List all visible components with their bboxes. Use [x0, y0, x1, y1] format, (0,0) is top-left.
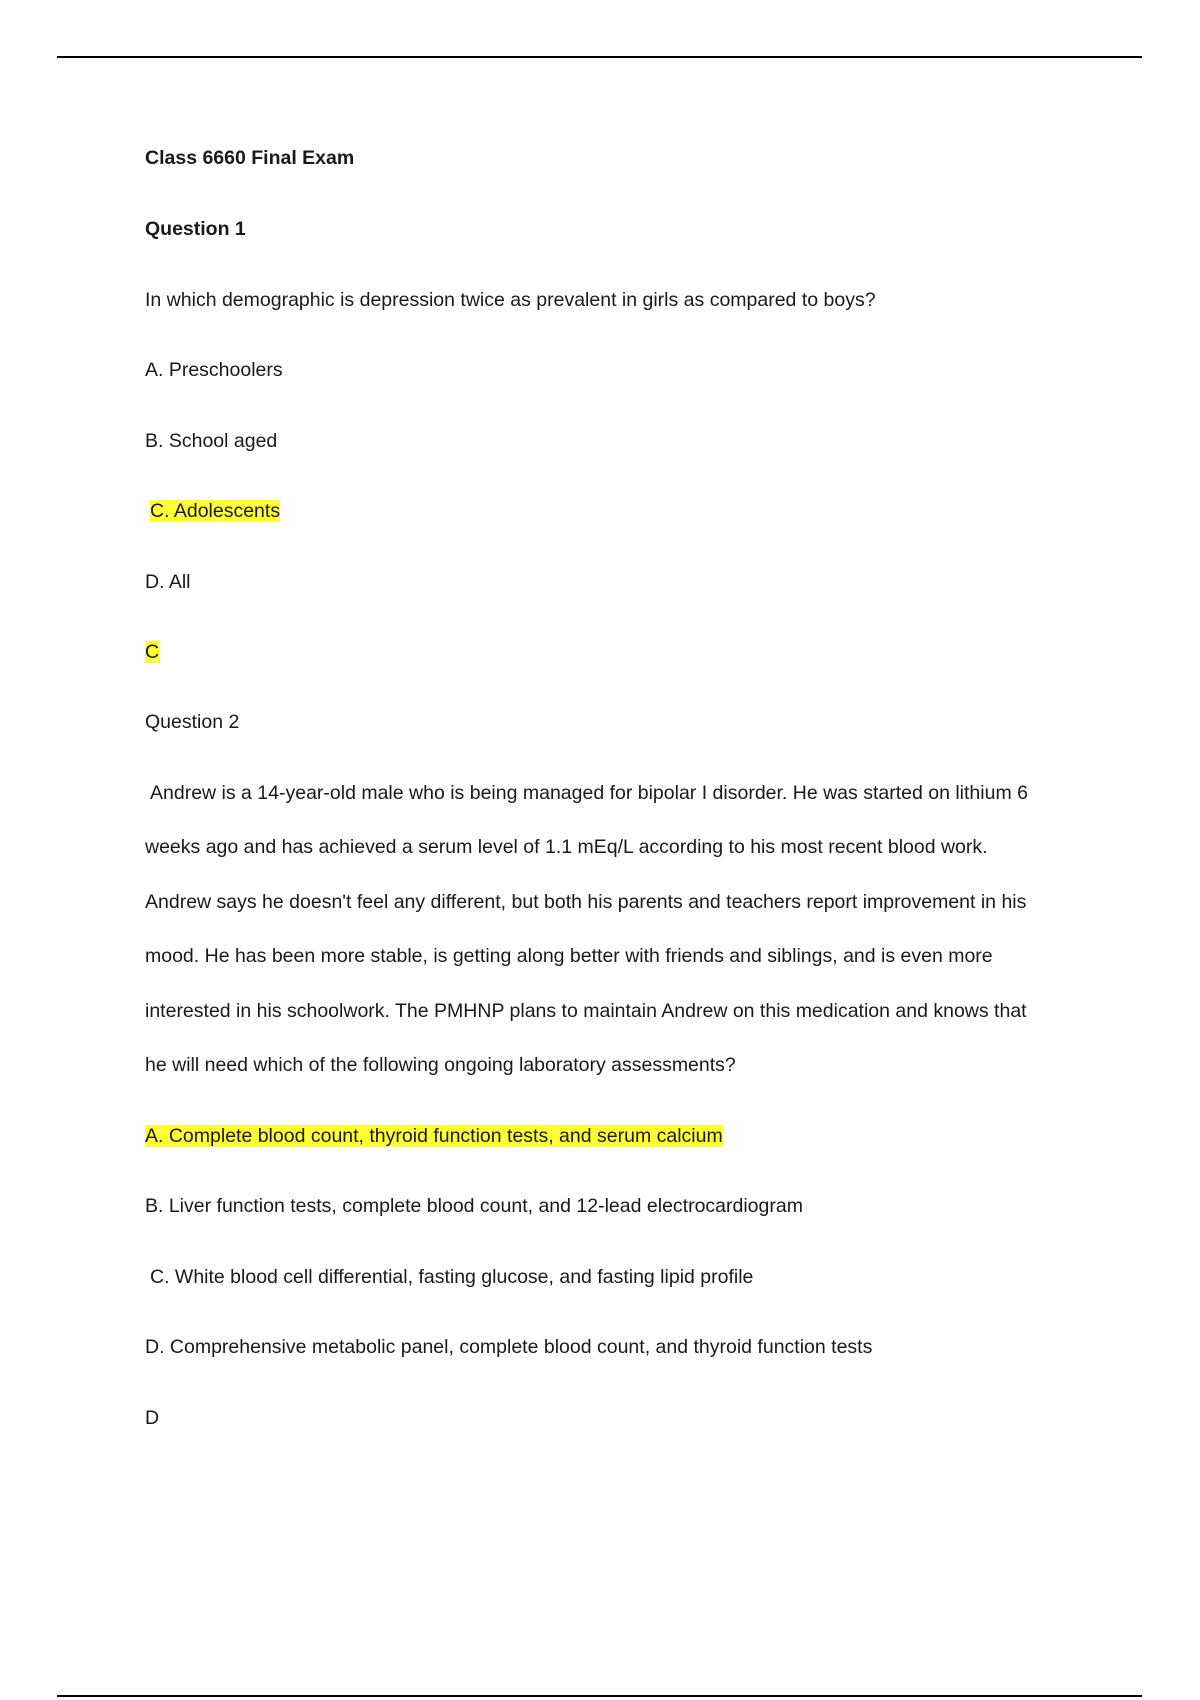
- question-1-option-c-highlight: C. Adolescents: [150, 500, 281, 522]
- document-title: Class 6660 Final Exam: [145, 147, 355, 169]
- question-2-prompt-line: interested in his schoolwork. The PMHNP plans to maintain Andrew on this medication and knows that: [145, 1000, 1027, 1022]
- question-2-option-c: C. White blood cell differential, fasting glucose, and fasting lipid profile: [150, 1266, 754, 1288]
- question-1-option-c: [150, 499, 280, 523]
- question-2-prompt-line: Andrew says he doesn't feel any different, but both his parents and teachers report improvement in his: [145, 891, 1027, 913]
- question-1-answer-highlight: C: [145, 641, 160, 663]
- question-2-heading: Question 2: [145, 711, 240, 733]
- question-2-prompt-line: mood. He has been more stable, is getting along better with friends and siblings, and is even more: [145, 945, 993, 967]
- question-2-prompt-line: weeks ago and has achieved a serum level of 1.1 mEq/L according to his most recent blood work.: [145, 836, 988, 858]
- question-2-prompt-line: Andrew is a 14-year-old male who is being managed for bipolar I disorder. He was started on lithium 6: [150, 782, 1028, 804]
- question-1-answer: [145, 640, 159, 664]
- question-2-option-b: B. Liver function tests, complete blood count, and 12-lead electrocardiogram: [145, 1195, 803, 1217]
- question-2-answer: D: [145, 1407, 160, 1429]
- question-1-prompt: In which demographic is depression twice as prevalent in girls as compared to boys?: [145, 289, 876, 311]
- question-2-option-d: D. Comprehensive metabolic panel, complete blood count, and thyroid function tests: [145, 1336, 873, 1358]
- question-1-option-d: D. All: [145, 571, 191, 593]
- question-1-option-b: B. School aged: [145, 430, 278, 452]
- question-2-option-a-highlight: A. Complete blood count, thyroid function tests, and serum calcium: [145, 1125, 723, 1147]
- bottom-rule: [57, 1695, 1142, 1697]
- question-1-option-a: A. Preschoolers: [145, 359, 283, 381]
- top-rule: [57, 56, 1142, 58]
- question-1-heading: Question 1: [145, 218, 246, 240]
- question-2-option-a: [145, 1124, 723, 1148]
- question-2-prompt-line: he will need which of the following ongoing laboratory assessments?: [145, 1054, 736, 1076]
